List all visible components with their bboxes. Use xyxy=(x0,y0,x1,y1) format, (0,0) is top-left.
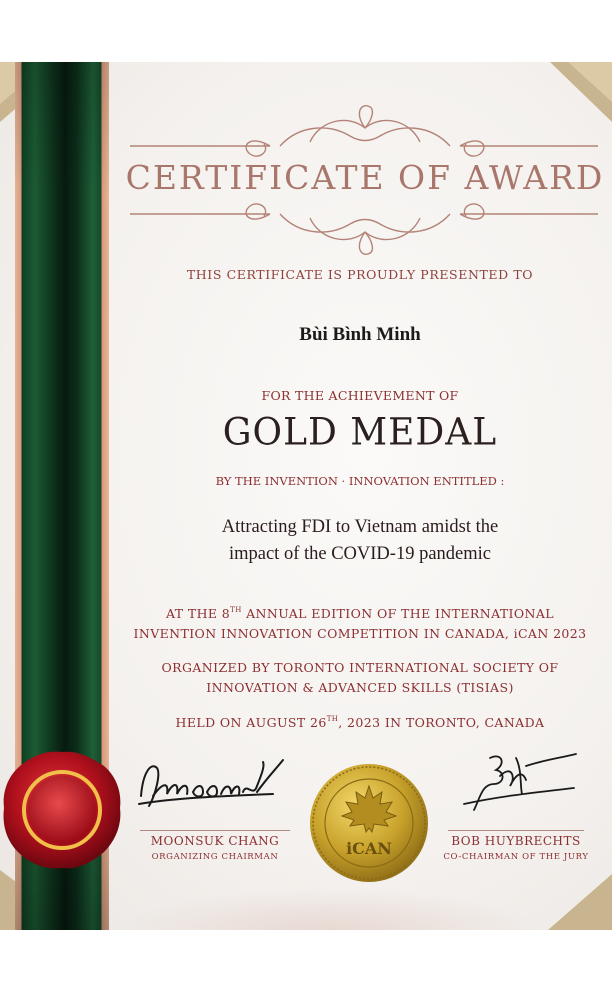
edition-line-2: INVENTION INNOVATION COMPETITION IN CANADA, iCAN 2023 xyxy=(133,626,587,641)
bottom-right-corner-icon xyxy=(548,874,612,930)
by-invention-line: BY THE INVENTION · INNOVATION ENTITLED : xyxy=(215,474,505,488)
invention-title-line-2: impact of the COVID-19 pandemic xyxy=(228,544,491,564)
achievement-line: FOR THE ACHIEVEMENT OF xyxy=(261,388,459,403)
held-post: , 2023 IN TORONTO, CANADA xyxy=(338,715,545,730)
paper-stain xyxy=(120,888,540,930)
signer-right-role: CO-CHAIRMAN OF THE JURY xyxy=(443,852,589,862)
organizer-text xyxy=(110,658,610,698)
held-line xyxy=(110,715,610,730)
gold-seal-icon xyxy=(308,762,430,884)
edition-line-1 xyxy=(110,600,610,624)
edition-sup: TH xyxy=(230,606,242,614)
held-pre: HELD ON AUGUST 26 xyxy=(175,715,327,730)
certificate-title: CERTIFICATE OF AWARD xyxy=(125,158,605,197)
signature-line-right xyxy=(448,830,584,831)
edition-text xyxy=(110,600,610,644)
wax-seal-icon xyxy=(0,748,124,872)
signature-line-left xyxy=(140,830,290,831)
organizer-line-1: ORGANIZED BY TORONTO INTERNATIONAL SOCIETY OF xyxy=(161,660,559,675)
signer-left-role: ORGANIZING CHAIRMAN xyxy=(151,852,279,862)
held-sup: TH xyxy=(326,715,339,723)
certificate-photo xyxy=(0,62,612,930)
award-title: GOLD MEDAL xyxy=(222,410,498,455)
recipient-name: Bùi Bình Minh xyxy=(299,324,421,345)
presented-line: THIS CERTIFICATE IS PROUDLY PRESENTED TO xyxy=(186,267,534,282)
invention-title xyxy=(110,514,610,568)
signature-icon xyxy=(133,752,288,814)
invention-title-line-1: Attracting FDI to Vietnam amidst the xyxy=(221,517,499,537)
gold-seal-text: iCAN xyxy=(346,839,392,858)
signer-left-name: MOONSUK CHANG xyxy=(150,834,280,848)
signature-icon xyxy=(460,750,580,818)
edition-pre: AT THE 8 xyxy=(165,606,231,621)
signer-right-name: BOB HUYBRECHTS xyxy=(451,834,581,848)
title-block xyxy=(120,84,610,274)
organizer-line-2: INNOVATION & ADVANCED SKILLS (TISIAS) xyxy=(206,680,514,695)
edition-post: ANNUAL EDITION OF THE INTERNATIONAL xyxy=(241,606,555,621)
